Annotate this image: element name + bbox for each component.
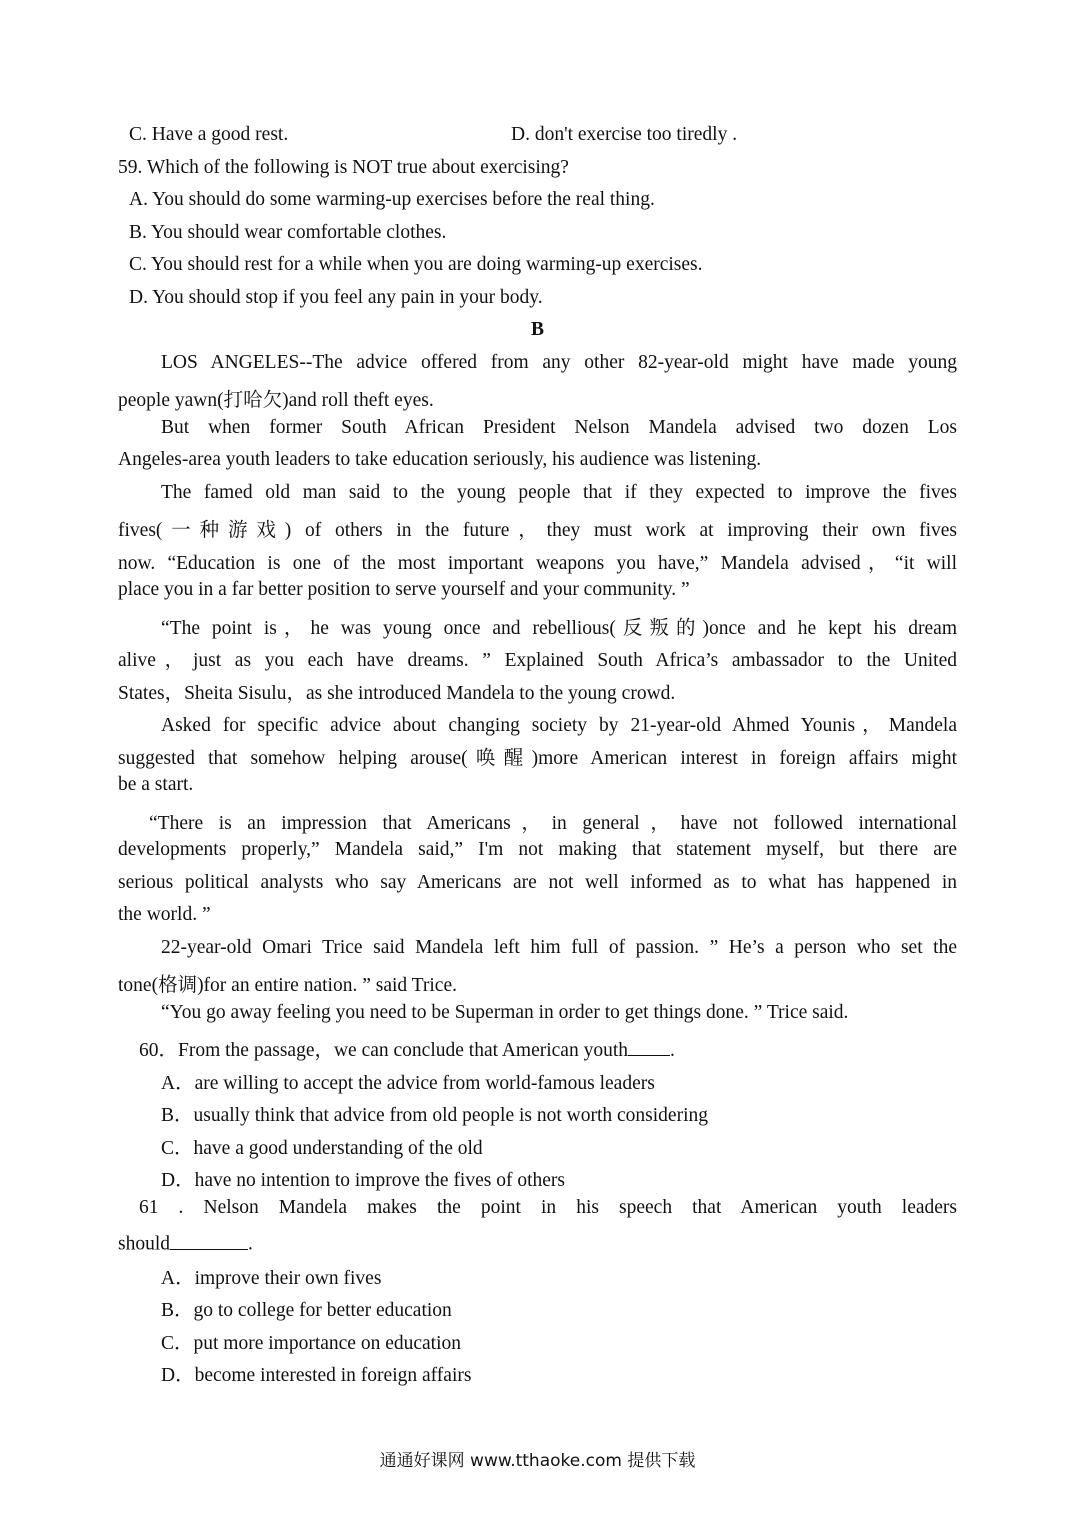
passage-line: “There is an impression that Americans，in general，have not followed international	[149, 813, 957, 834]
q60-option-b: B．usually think that advice from old people is not worth considering	[161, 1105, 708, 1126]
q61-option-d: D．become interested in foreign affairs	[161, 1365, 472, 1386]
passage-line: “You go away feeling you need to be Superman in order to get things done. ” Trice said.	[161, 1002, 849, 1023]
passage-line: fives(一种游戏) of others in the future，they must work at improving their own fives	[118, 520, 957, 541]
passage-line: now. “Education is one of the most important weapons you have,” Mandela advised，“it will	[118, 553, 957, 574]
q58-option-d: D. don't exercise too tiredly .	[511, 124, 738, 145]
q60-option-a: A．are willing to accept the advice from world-famous leaders	[161, 1073, 655, 1094]
page-footer: 通通好课网 www.tthaoke.com 提供下载	[379, 1451, 696, 1471]
q61-option-c: C．put more importance on education	[161, 1333, 462, 1354]
q60-option-c: C．have a good understanding of the old	[161, 1138, 483, 1159]
q59-option-c: C. You should rest for a while when you are doing warming-up exercises.	[129, 254, 703, 275]
q60-option-d: D．have no intention to improve the fives of others	[161, 1170, 565, 1191]
passage-line: developments properly,” Mandela said,” I'm not making that statement myself, but there are	[118, 839, 957, 860]
section-heading: B	[530, 319, 544, 340]
q60-stem	[139, 1034, 675, 1062]
passage-line: Angeles-area youth leaders to take education seriously, his audience was listening.	[118, 449, 762, 470]
passage-line: be a start.	[118, 774, 194, 795]
passage-line: “The point is，he was young once and rebellious(反叛的)once and he kept his dream	[161, 618, 957, 639]
q61-stem-text: should	[118, 1233, 171, 1255]
q59-stem: 59. Which of the following is NOT true about exercising?	[118, 157, 569, 178]
passage-line: But when former South African President Nelson Mandela advised two dozen Los	[161, 417, 957, 438]
q61-stem-end: .	[248, 1233, 253, 1255]
q61-stem-line2	[118, 1229, 253, 1256]
passage-line: LOS ANGELES--The advice offered from any other 82-year-old might have made young	[161, 352, 957, 373]
q59-option-d: D. You should stop if you feel any pain in your body.	[129, 287, 543, 308]
passage-line: The famed old man said to the young people that if they expected to improve the fives	[161, 482, 957, 503]
passage-line: the world. ”	[118, 904, 211, 925]
q59-option-b: B. You should wear comfortable clothes.	[129, 222, 447, 243]
passage-line: serious political analysts who say Americans are not well informed as to what has happened in	[118, 872, 957, 893]
q58-option-c: C. Have a good rest.	[129, 124, 289, 145]
q61-option-b: B．go to college for better education	[161, 1300, 452, 1321]
passage-line: tone(格调)for an entire nation. ” said Trice.	[118, 975, 457, 996]
q60-stem-text: 60．From the passage，we can conclude that American youth	[139, 1040, 628, 1061]
q61-stem-line1: 61 . Nelson Mandela makes the point in his speech that American youth leaders	[139, 1197, 957, 1218]
passage-line: Asked for specific advice about changing society by 21-year-old Ahmed Younis，Mandela	[161, 715, 957, 736]
passage-line: alive，just as you each have dreams. ” Explained South Africa’s ambassador to the United	[118, 650, 957, 671]
answer-blank	[170, 1229, 248, 1250]
q61-option-a: A．improve their own fives	[161, 1268, 382, 1289]
passage-line: 22-year-old Omari Trice said Mandela left him full of passion. ” He’s a person who set the	[161, 937, 957, 958]
passage-line: people yawn(打哈欠)and roll theft eyes.	[118, 390, 434, 411]
q59-option-a: A. You should do some warming-up exercises before the real thing.	[129, 189, 655, 210]
passage-line: suggested that somehow helping arouse(唤醒)more American interest in foreign affairs might	[118, 748, 957, 769]
q60-stem-end: .	[670, 1040, 675, 1061]
answer-blank	[628, 1036, 670, 1057]
passage-line: States，Sheita Sisulu，as she introduced Mandela to the young crowd.	[118, 683, 676, 704]
passage-line: place you in a far better position to serve yourself and your community. ”	[118, 579, 690, 600]
